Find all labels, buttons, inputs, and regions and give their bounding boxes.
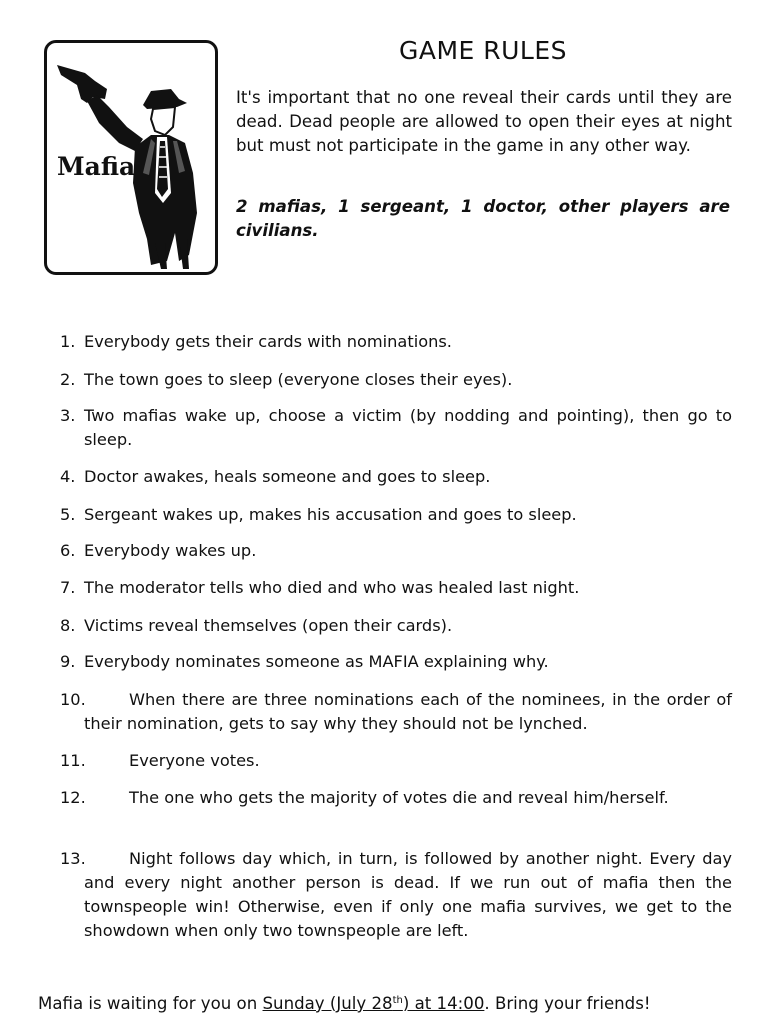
rule-item [60, 614, 732, 638]
rule-item [60, 465, 732, 489]
invitation-suffix: . Bring your friends! [484, 994, 651, 1013]
rule-text: Everybody wakes up. [84, 541, 257, 560]
page-title: GAME RULES [398, 36, 568, 65]
rule-number: 8. [60, 616, 76, 635]
event-date-main: Sunday (July 28 [262, 994, 393, 1013]
rule-item [60, 576, 732, 600]
rule-number: 12. [60, 788, 86, 807]
rule-item [60, 847, 732, 943]
intro-paragraph: It's important that no one reveal their cards until they are dead. Dead people are allowed to open their eyes at night but must not participate in the game in any other way. [236, 88, 732, 155]
event-date-suffix: th [392, 995, 403, 1006]
rule-text: Everyone votes. [129, 751, 260, 770]
rule-number: 2. [60, 370, 76, 389]
rule-item [60, 404, 732, 452]
gangster-with-gun-icon [47, 43, 215, 272]
rule-item [60, 503, 732, 527]
svg-text:Mafia: Mafia [57, 152, 136, 181]
rule-item [60, 330, 732, 354]
rule-text: Everybody nominates someone as MAFIA explaining why. [84, 652, 549, 671]
invitation-prefix: Mafia is waiting for you on [38, 994, 263, 1013]
rule-number: 13. [60, 849, 86, 868]
rule-text: Everybody gets their cards with nominations. [84, 332, 452, 351]
rule-text: The moderator tells who died and who was healed last night. [84, 578, 580, 597]
rule-text: When there are three nominations each of the nominees, in the order of their nomination, gets to say why they should not be lynched. [84, 690, 732, 733]
rule-text: Night follows day which, in turn, is followed by another night. Every day and every night another person is dead. If we run out of mafia then the townspeople win! Otherwise, even if only one mafia survives, we get to the showdown when only two townspeople are left. [84, 849, 732, 940]
rule-number: 5. [60, 505, 76, 524]
rule-number: 6. [60, 541, 76, 560]
event-invitation [38, 992, 738, 1016]
event-date-time: ) at 14:00 [402, 994, 485, 1013]
rule-item [60, 688, 732, 736]
rule-item [60, 786, 732, 810]
rule-text: Victims reveal themselves (open their cards). [84, 616, 453, 635]
rule-number: 7. [60, 578, 76, 597]
rule-item [60, 539, 732, 563]
event-date [263, 994, 485, 1013]
rule-number: 9. [60, 652, 76, 671]
rule-item [60, 749, 732, 773]
rule-text: The town goes to sleep (everyone closes their eyes). [84, 370, 513, 389]
mafia-logo [44, 40, 218, 275]
roles-summary: 2 mafias, 1 sergeant, 1 doctor, other players are civilians. [236, 197, 730, 240]
rule-item [60, 650, 732, 674]
rule-text: Sergeant wakes up, makes his accusation and goes to sleep. [84, 505, 577, 524]
rule-number: 3. [60, 406, 76, 425]
rule-number: 10. [60, 690, 86, 709]
rule-text: The one who gets the majority of votes die and reveal him/herself. [129, 788, 669, 807]
rule-text: Two mafias wake up, choose a victim (by nodding and pointing), then go to sleep. [84, 406, 732, 449]
rule-number: 11. [60, 751, 86, 770]
rule-number: 4. [60, 467, 76, 486]
rule-number: 1. [60, 332, 76, 351]
rule-text: Doctor awakes, heals someone and goes to sleep. [84, 467, 491, 486]
rule-item [60, 368, 732, 392]
